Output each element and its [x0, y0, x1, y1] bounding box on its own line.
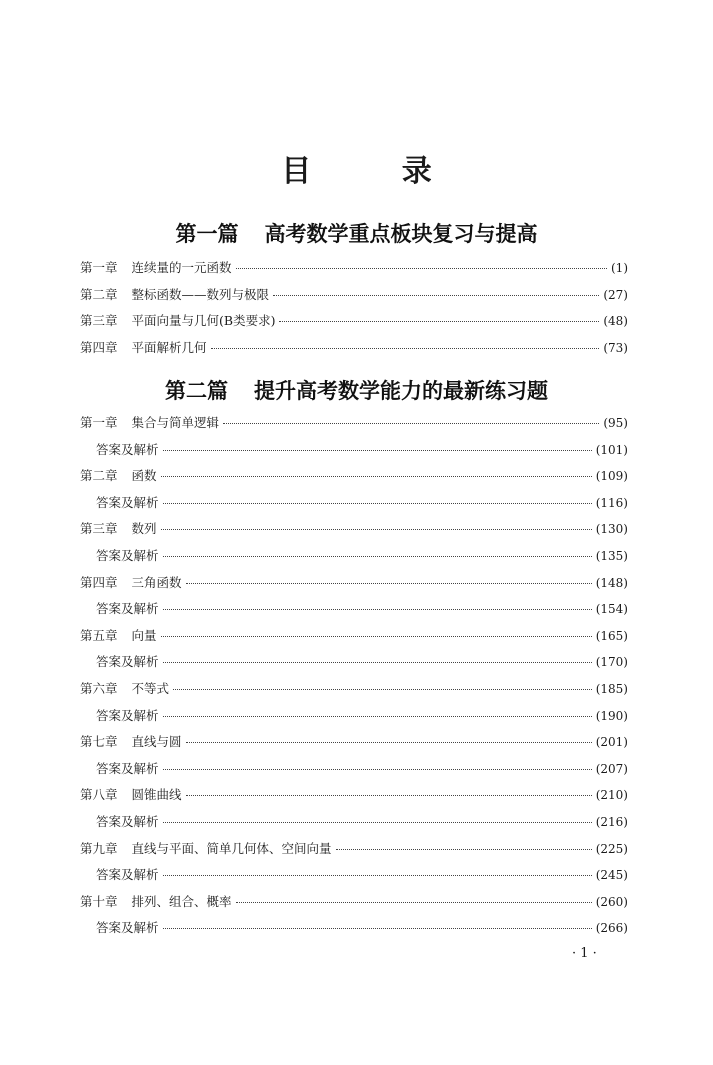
toc-entry-title: 三角函数 [131, 574, 182, 590]
toc-chapter-number: 第一章 [80, 415, 118, 430]
part-two-heading [0, 375, 713, 405]
toc-page-number: (245) [595, 868, 628, 883]
toc-page-number: (135) [595, 548, 628, 563]
toc-page-number: (148) [595, 575, 628, 590]
toc-page-number: (165) [595, 628, 628, 643]
toc-chapter-number: 第一章 [80, 260, 118, 275]
part-one-name: 高考数学重点板块复习与提高 [264, 222, 538, 246]
toc-entry-title: 整标函数——数列与极限 [131, 286, 270, 302]
page-title: 目 录 [281, 154, 472, 189]
dot-leader [163, 608, 592, 610]
part-two-toc [80, 413, 628, 945]
part-one-heading [0, 218, 713, 248]
dot-leader [336, 848, 592, 850]
dot-leader [163, 502, 592, 504]
toc-chapter-number: 第三章 [80, 521, 118, 537]
toc-answer-row [80, 440, 628, 467]
toc-chapter-number: 第六章 [80, 680, 118, 696]
dot-leader [223, 422, 599, 424]
dot-leader [163, 661, 592, 663]
dot-leader [236, 267, 607, 269]
toc-page-number: (73) [603, 340, 628, 355]
toc-entry-title: 答案及解析 [96, 867, 159, 883]
toc-entry-title: 答案及解析 [96, 707, 159, 723]
toc-chapter-row [80, 679, 628, 706]
toc-entry-title: 答案及解析 [96, 547, 159, 563]
toc-page-number: (48) [603, 314, 628, 329]
toc-entry-title: 平面向量与几何(B类要求) [131, 313, 276, 329]
dot-leader [163, 715, 592, 717]
toc-entry-title: 向量 [131, 627, 157, 643]
toc-entry-title: 答案及解析 [96, 441, 159, 457]
toc-chapter-row [80, 285, 628, 312]
dot-leader [163, 555, 592, 557]
toc-entry-title: 圆锥曲线 [131, 787, 182, 803]
toc-chapter-row [80, 466, 628, 493]
dot-leader [163, 874, 592, 876]
toc-page-number: (207) [595, 761, 628, 776]
toc-chapter-number: 第二章 [80, 286, 118, 302]
toc-chapter-row [80, 311, 628, 338]
toc-entry-title: 答案及解析 [96, 601, 159, 617]
toc-chapter-number: 第二章 [80, 468, 118, 484]
toc-page-number: (190) [595, 708, 628, 723]
dot-leader [211, 347, 600, 349]
part-two-label: 第二篇 [165, 379, 228, 403]
toc-chapter-number: 第七章 [80, 734, 118, 750]
toc-page-number: (170) [595, 655, 628, 670]
toc-entry-title: 排列、组合、概率 [131, 893, 232, 909]
toc-chapter-row [80, 413, 628, 440]
toc-chapter-number: 第八章 [80, 787, 118, 803]
toc-page-number: (260) [595, 894, 628, 909]
toc-answer-row [80, 599, 628, 626]
dot-leader [173, 688, 592, 690]
toc-entry-title: 直线与圆 [131, 734, 182, 750]
toc-chapter-row [80, 785, 628, 812]
toc-page-number: (266) [595, 921, 628, 936]
part-one-toc [80, 258, 628, 364]
toc-entry-title: 不等式 [131, 680, 170, 696]
part-two-name: 提升高考数学能力的最新练习题 [254, 379, 548, 403]
toc-answer-row [80, 546, 628, 573]
toc-page-number: (95) [603, 416, 628, 430]
page-number: · 1 · [572, 946, 597, 961]
dot-leader [163, 927, 592, 929]
toc-page-number: (210) [595, 788, 628, 803]
toc-chapter-row [80, 839, 628, 866]
toc-page-number: (201) [595, 735, 628, 750]
toc-answer-row [80, 865, 628, 892]
dot-leader [273, 294, 599, 296]
toc-answer-row [80, 652, 628, 679]
toc-entry-title: 连续量的一元函数 [131, 260, 232, 275]
toc-answer-row [80, 812, 628, 839]
toc-chapter-row [80, 626, 628, 653]
toc-entry-title: 数列 [131, 521, 157, 537]
dot-leader [163, 768, 592, 770]
toc-chapter-number: 第四章 [80, 574, 118, 590]
toc-entry-title: 函数 [131, 468, 157, 484]
toc-page-number: (1) [611, 261, 628, 275]
toc-entry-title: 直线与平面、简单几何体、空间向量 [131, 840, 332, 856]
toc-chapter-row [80, 573, 628, 600]
toc-entry-title: 平面解析几何 [131, 339, 207, 355]
toc-page-number: (109) [595, 469, 628, 484]
toc-page-number: (116) [595, 495, 628, 510]
toc-answer-row [80, 759, 628, 786]
toc-entry-title: 答案及解析 [96, 494, 159, 510]
toc-entry-title: 答案及解析 [96, 760, 159, 776]
toc-chapter-number: 第四章 [80, 339, 118, 355]
toc-chapter-row [80, 732, 628, 759]
dot-leader [186, 582, 592, 584]
toc-entry-title: 集合与简单逻辑 [131, 415, 220, 430]
dot-leader [186, 741, 592, 743]
dot-leader [163, 821, 592, 823]
dot-leader [161, 475, 592, 477]
dot-leader [279, 320, 599, 322]
toc-answer-row [80, 706, 628, 733]
dot-leader [163, 449, 592, 451]
toc-chapter-number: 第九章 [80, 840, 118, 856]
toc-page-number: (216) [595, 814, 628, 829]
dot-leader [161, 635, 592, 637]
toc-entry-title: 答案及解析 [96, 654, 159, 670]
toc-page-number: (27) [603, 287, 628, 302]
toc-chapter-number: 第三章 [80, 313, 118, 329]
toc-chapter-number: 第十章 [80, 893, 118, 909]
dot-leader [236, 901, 592, 903]
toc-page-number: (130) [595, 522, 628, 537]
toc-page-number: (154) [595, 602, 628, 617]
toc-entry-title: 答案及解析 [96, 920, 159, 936]
toc-chapter-row [80, 519, 628, 546]
toc-chapter-row [80, 892, 628, 919]
toc-page-number: (225) [595, 841, 628, 856]
toc-chapter-number: 第五章 [80, 627, 118, 643]
toc-page-number: (101) [595, 442, 628, 457]
dot-leader [161, 528, 592, 530]
toc-chapter-row [80, 338, 628, 365]
toc-page-number: (185) [595, 681, 628, 696]
part-one-label: 第一篇 [175, 222, 239, 246]
dot-leader [186, 794, 592, 796]
toc-chapter-row [80, 258, 628, 285]
toc-entry-title: 答案及解析 [96, 813, 159, 829]
toc-answer-row [80, 493, 628, 520]
toc-answer-row [80, 918, 628, 945]
